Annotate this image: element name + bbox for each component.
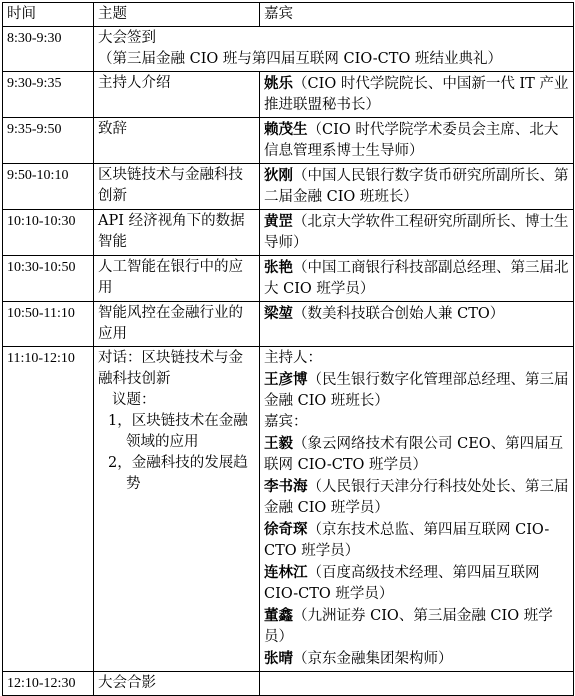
guest-cell xyxy=(260,672,574,696)
guest-cell xyxy=(260,302,574,347)
guest-cell xyxy=(260,72,574,118)
time-cell: 10:30-10:50 xyxy=(3,256,94,302)
panel-row xyxy=(3,347,574,672)
guest-entry xyxy=(264,433,569,476)
guest-name: 王毅 xyxy=(264,435,293,452)
panel-topics-label: 议题： xyxy=(112,392,156,408)
guest-desc: （CIO 时代学院学术委员会主席、北大信息管理系博士生导师） xyxy=(264,122,559,159)
guest-name: 连林江 xyxy=(264,564,308,581)
time-cell: 11:10-12:10 xyxy=(3,347,94,672)
panel-guest-cell xyxy=(260,347,574,672)
table-row xyxy=(3,302,574,347)
guest-desc: （中国人民银行数字货币研究所副所长、第二届金融 CIO 班班长） xyxy=(264,168,569,205)
header-guest: 嘉宾 xyxy=(260,3,574,27)
topic-cell: 致辞 xyxy=(94,118,260,164)
panel-topic-cell xyxy=(94,347,260,672)
table-row xyxy=(3,256,574,302)
topic-cell: API 经济视角下的数据智能 xyxy=(94,210,260,256)
table-row xyxy=(3,72,574,118)
topic-cell: 区块链技术与金融科技创新 xyxy=(94,164,260,210)
time-cell: 9:35-9:50 xyxy=(3,118,94,164)
topic-cell: 人工智能在银行中的应用 xyxy=(94,256,260,302)
guest-name: 赖茂生 xyxy=(264,121,308,138)
guest-desc: （北京大学软件工程研究所副所长、博士生导师） xyxy=(264,214,569,251)
guest-desc: （CIO 时代学院院长、中国新一代 IT 产业推进联盟秘书长） xyxy=(264,76,569,113)
guest-name: 张晴 xyxy=(264,650,293,667)
guest-entry xyxy=(264,519,569,562)
time-cell: 10:50-11:10 xyxy=(3,302,94,347)
guest-name: 王彦博 xyxy=(264,371,308,388)
guest-entry xyxy=(264,648,569,670)
guest-cell xyxy=(260,118,574,164)
topic-cell xyxy=(94,27,574,72)
guest-name: 李书海 xyxy=(264,478,308,495)
guest-cell xyxy=(260,164,574,210)
guest-name: 徐奇琛 xyxy=(264,521,308,538)
time-cell: 9:50-10:10 xyxy=(3,164,94,210)
guest-desc: （数美科技联合创始人兼 CTO） xyxy=(293,306,505,322)
guest-desc: （百度高级技术经理、第四届互联网 CIO-CTO 班学员） xyxy=(264,565,540,602)
panel-topic-item: 2，金融科技的发展趋势 xyxy=(108,455,248,492)
header-topic: 主题 xyxy=(94,3,260,27)
time-cell: 12:10-12:30 xyxy=(3,672,94,696)
panel-title: 对话：区块链技术与金融科技创新 xyxy=(98,350,243,387)
guest-cell xyxy=(260,256,574,302)
guest-desc: （京东技术总监、第四届互联网 CIO-CTO 班学员） xyxy=(264,522,550,559)
header-time: 时间 xyxy=(3,3,94,27)
time-cell: 9:30-9:35 xyxy=(3,72,94,118)
guest-name: 梁堃 xyxy=(264,305,293,322)
table-row xyxy=(3,118,574,164)
guests-label: 嘉宾： xyxy=(264,414,308,430)
agenda-table xyxy=(2,2,574,696)
table-row xyxy=(3,210,574,256)
guest-desc: （九洲证券 CIO、第三届金融 CIO 班学员） xyxy=(264,608,553,645)
header-row xyxy=(3,3,574,27)
guest-desc: （中国工商银行科技部副总经理、第三届北大 CIO 班学员） xyxy=(264,260,569,297)
guest-entry xyxy=(264,562,569,605)
guest-name: 狄刚 xyxy=(264,167,293,184)
guest-cell xyxy=(260,210,574,256)
guest-name: 张艳 xyxy=(264,259,293,276)
host-label: 主持人： xyxy=(264,350,322,366)
guest-name: 董鑫 xyxy=(264,607,293,624)
time-cell: 10:10-10:30 xyxy=(3,210,94,256)
host-entry xyxy=(264,369,569,412)
table-row xyxy=(3,164,574,210)
guest-name: 黄罡 xyxy=(264,213,293,230)
table-row xyxy=(3,27,574,72)
guest-name: 姚乐 xyxy=(264,75,293,92)
guest-desc: （民生银行数字化管理部总经理、第三届金融 CIO 班班长） xyxy=(264,372,569,409)
guest-entry xyxy=(264,605,569,648)
topic-cell: 大会合影 xyxy=(94,672,260,696)
guest-desc: （京东金融集团架构师） xyxy=(293,651,453,667)
guest-desc: （人民银行天津分行科技处处长、第三届金融 CIO 班学员） xyxy=(264,479,569,516)
topic-cell: 主持人介绍 xyxy=(94,72,260,118)
table-row xyxy=(3,672,574,696)
time-cell: 8:30-9:30 xyxy=(3,27,94,72)
topic-text: 大会签到 xyxy=(98,30,156,46)
topic-subtitle: （第三届金融 CIO 班与第四届互联网 CIO-CTO 班结业典礼） xyxy=(98,51,502,67)
panel-topic-item: 1，区块链技术在金融领域的应用 xyxy=(108,413,248,450)
guest-entry xyxy=(264,476,569,519)
guest-desc: （象云网络技术有限公司 CEO、第四届互联网 CIO-CTO 班学员） xyxy=(264,436,564,473)
topic-cell: 智能风控在金融行业的应用 xyxy=(94,302,260,347)
